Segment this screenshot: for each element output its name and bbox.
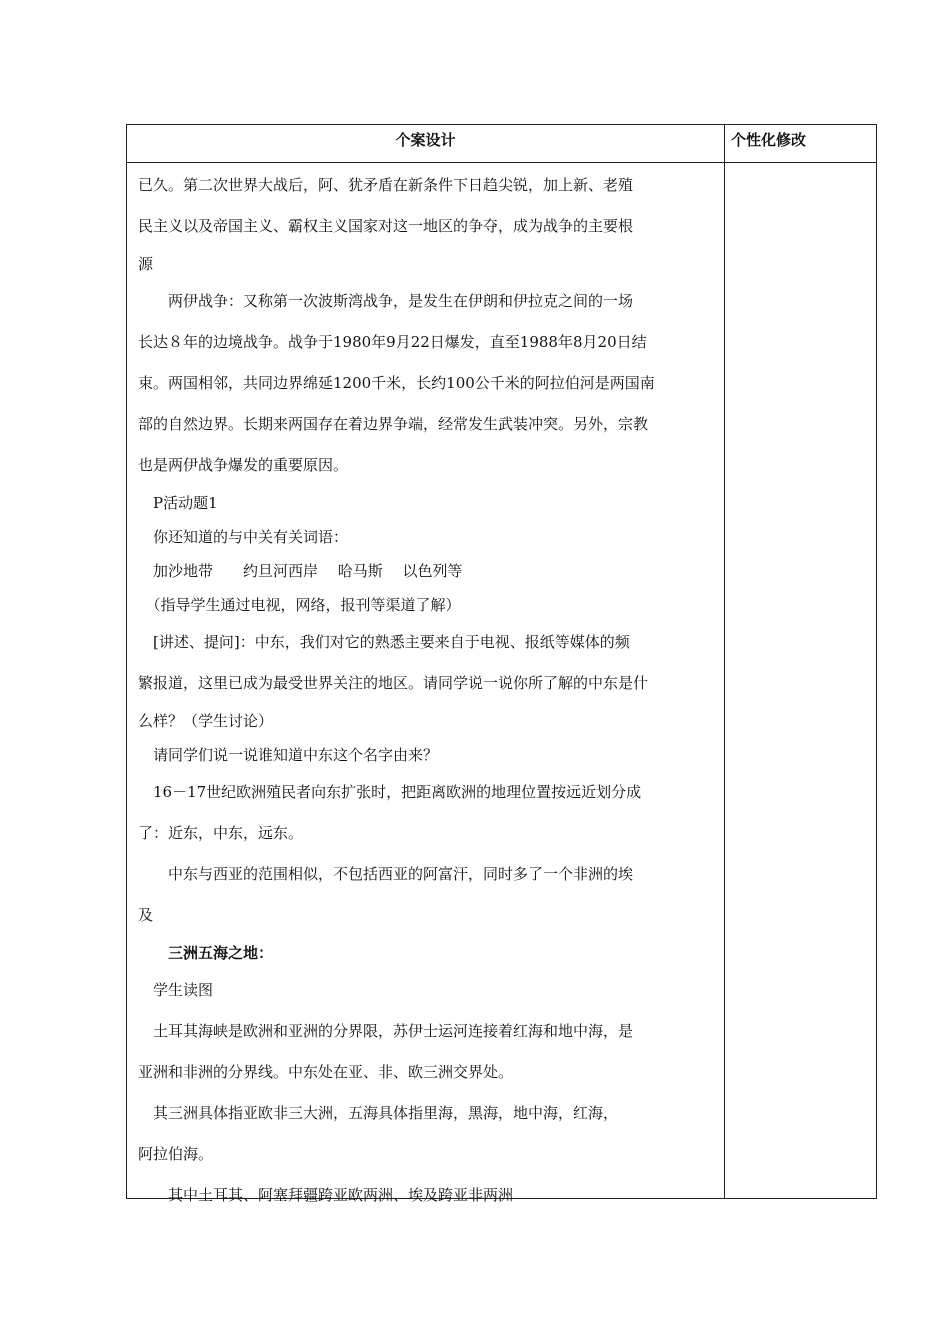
column-divider	[724, 125, 725, 1198]
text-line: 部的自然边界。长期来两国存在着边界争端，经常发生武装冲突。另外，宗教	[138, 415, 649, 433]
text-line: 源	[138, 255, 154, 273]
section-heading: 三洲五海之地：	[138, 944, 274, 962]
text-line: 其中土耳其、阿塞拜疆跨亚欧两洲、埃及跨亚非两洲	[138, 1186, 514, 1204]
text-line: 土耳其海峡是欧洲和亚洲的分界限，苏伊士运河连接着红海和地中海，是	[138, 1022, 634, 1040]
text-line: 也是两伊战争爆发的重要原因。	[138, 456, 349, 474]
text-line: [讲述、提问]：中东，我们对它的熟悉主要来自于电视、报纸等媒体的频	[138, 633, 630, 651]
column-header-case-design: 个案设计	[395, 131, 456, 149]
text-line: （指导学生通过电视，网络，报刊等渠道了解）	[138, 596, 461, 614]
text-line: 阿拉伯海。	[138, 1145, 214, 1163]
text-line: P活动题1	[138, 494, 218, 512]
text-line: 亚洲和非洲的分界线。中东处在亚、非、欧三洲交界处。	[138, 1063, 514, 1081]
text-line: 么样？（学生讨论）	[138, 712, 274, 730]
text-line: 了：近东，中东，远东。	[138, 824, 304, 842]
text-line: 请同学们说一说谁知道中东这个名字由来？	[138, 746, 439, 764]
text-line: 加沙地带 约旦河西岸 哈马斯 以色列等	[138, 562, 463, 580]
text-line: 束。两国相邻，共同边界绵延1200千米，长约100公千米的阿拉伯河是两国南	[138, 374, 655, 392]
text-line: 及	[138, 906, 154, 924]
header-divider	[127, 162, 876, 163]
lesson-table	[126, 124, 877, 1204]
text-line: 长达８年的边境战争。战争于1980年9月22日爆发，直至1988年8月20日结	[138, 333, 647, 351]
text-line: 两伊战争：又称第一次波斯湾战争，是发生在伊朗和伊拉克之间的一场	[138, 292, 634, 310]
text-line: 你还知道的与中关有关词语：	[138, 528, 349, 546]
case-design-content	[138, 165, 716, 1216]
column-header-personalized-edit: 个性化修改	[731, 131, 807, 149]
text-line: 其三洲具体指亚欧非三大洲，五海具体指里海，黑海，地中海，红海，	[138, 1104, 619, 1122]
text-line: 16－17世纪欧洲殖民者向东扩张时，把距离欧洲的地理位置按远近划分成	[138, 783, 642, 801]
text-line: 繁报道，这里已成为最受世界关注的地区。请同学说一说你所了解的中东是什	[138, 674, 649, 692]
text-line: 学生读图	[138, 981, 214, 999]
text-line: 民主义以及帝国主义、霸权主义国家对这一地区的争夺，成为战争的主要根	[138, 217, 634, 235]
text-line: 已久。第二次世界大战后，阿、犹矛盾在新条件下日趋尖锐，加上新、老殖	[138, 176, 634, 194]
text-line: 中东与西亚的范围相似，不包括西亚的阿富汗，同时多了一个非洲的埃	[138, 865, 634, 883]
